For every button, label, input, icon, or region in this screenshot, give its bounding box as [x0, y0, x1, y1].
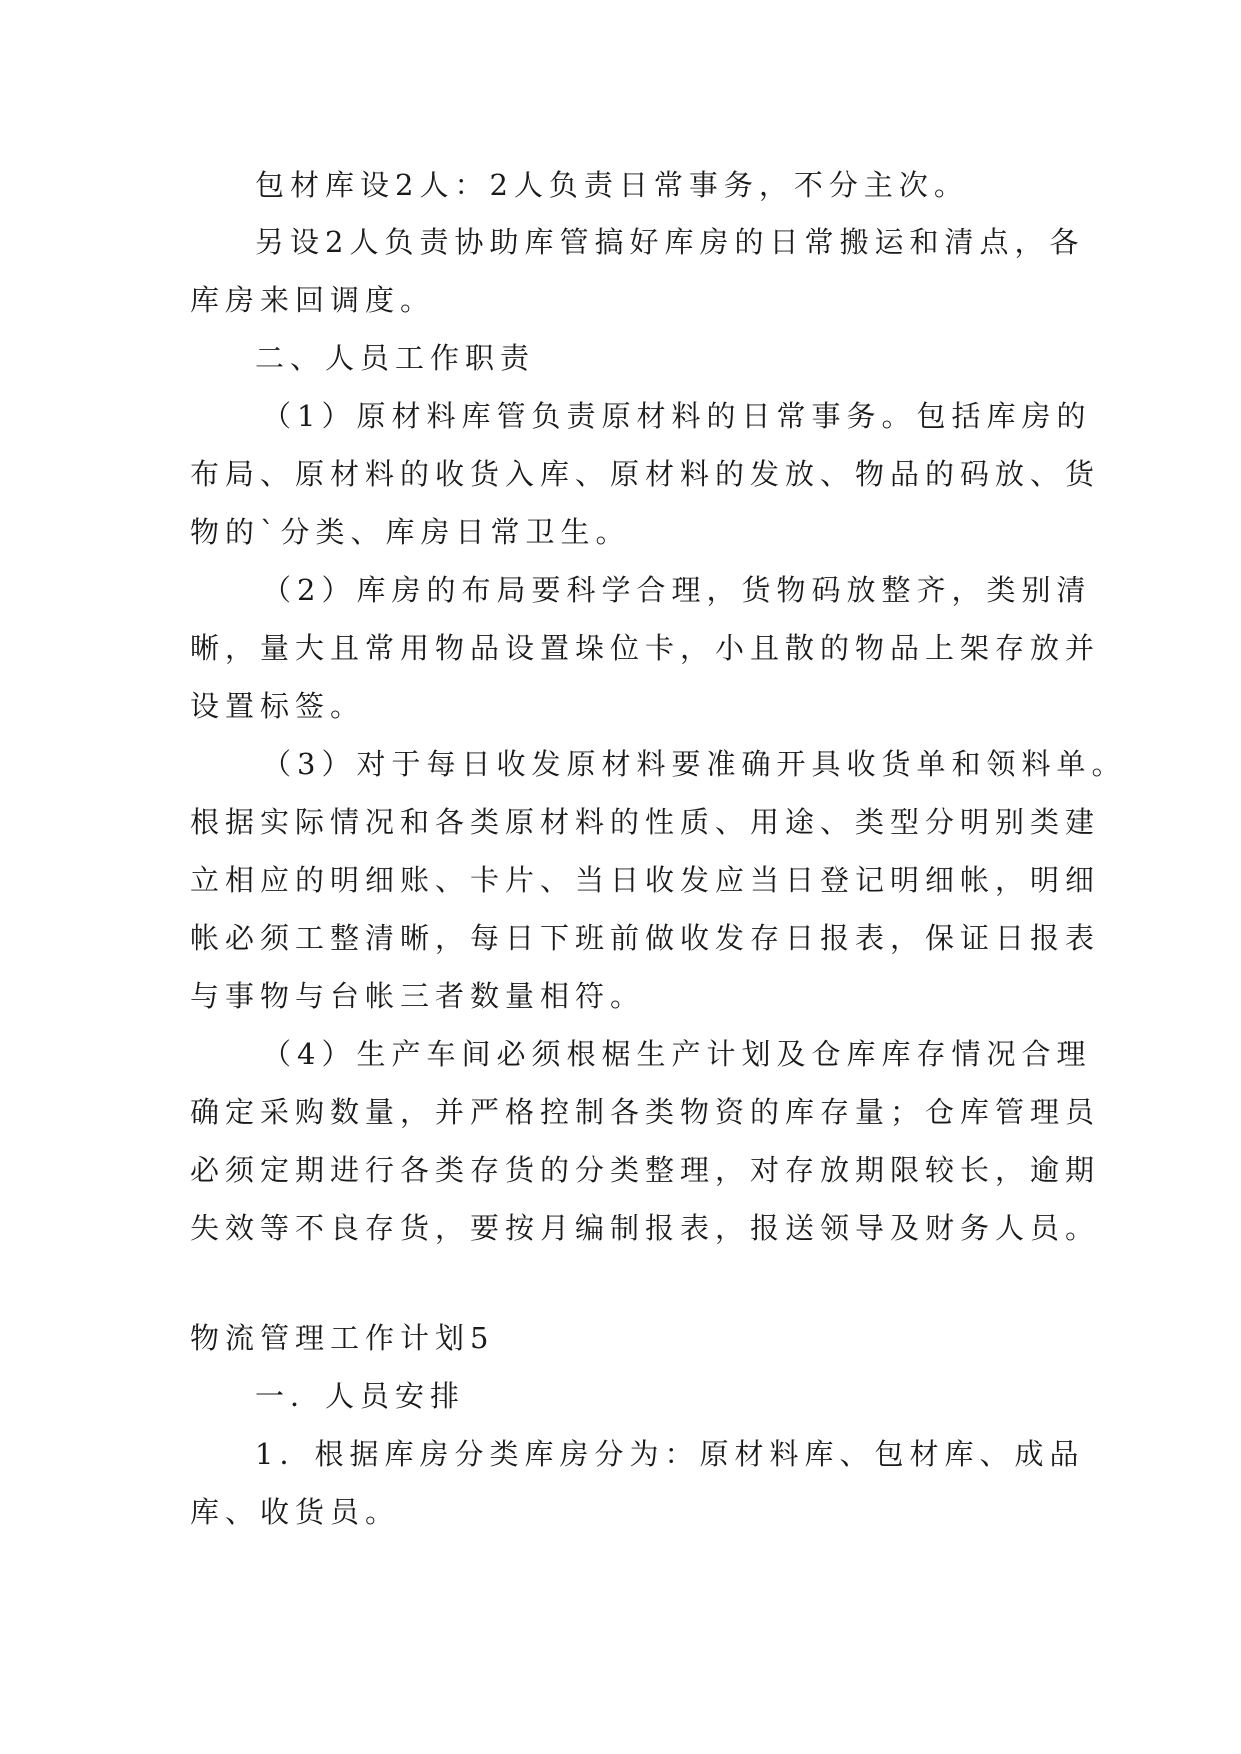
- paragraph-line: 帐必须工整清晰，每日下班前做收发存日报表，保证日报表: [190, 921, 1101, 955]
- paragraph-line: （2）库房的布局要科学合理，货物码放整齐，类别清: [262, 573, 1092, 607]
- paragraph-line: 库、收货员。: [190, 1495, 401, 1529]
- paragraph-line: 立相应的明细账、卡片、当日收发应当日登记明细帐，明细: [190, 863, 1101, 897]
- paragraph-line: 布局、原材料的收货入库、原材料的发放、物品的码放、货: [190, 457, 1101, 491]
- paragraph-line: 失效等不良存货，要按月编制报表，报送领导及财务人员。: [190, 1211, 1101, 1245]
- document-title: 物流管理工作计划5: [190, 1321, 495, 1355]
- paragraph-line: 与事物与台帐三者数量相符。: [190, 979, 646, 1013]
- paragraph-line: 1．根据库房分类库房分为：原材料库、包材库、成品: [255, 1437, 1085, 1471]
- section-heading: 二、人员工作职责: [255, 341, 536, 375]
- paragraph-line: （3）对于每日收发原材料要准确开具收货单和领料单。: [262, 747, 1127, 781]
- paragraph-line: 必须定期进行各类存货的分类整理，对存放期限较长，逾期: [190, 1153, 1101, 1187]
- section-heading: 一．人员安排: [255, 1379, 466, 1413]
- paragraph-line: 确定采购数量，并严格控制各类物资的库存量；仓库管理员: [190, 1095, 1101, 1129]
- paragraph-line: （4）生产车间必须根椐生产计划及仓库库存情况合理: [262, 1037, 1092, 1071]
- paragraph-line: 设置标签。: [190, 689, 366, 723]
- paragraph-line: 晰，量大且常用物品设置垛位卡，小且散的物品上架存放并: [190, 631, 1101, 665]
- paragraph-line: 另设2人负责协助库管搞好库房的日常搬运和清点，各: [255, 225, 1085, 259]
- paragraph-line: 库房来回调度。: [190, 283, 436, 317]
- paragraph-line: 包材库设2人：2人负责日常事务，不分主次。: [255, 168, 969, 202]
- paragraph-line: 根据实际情况和各类原材料的性质、用途、类型分明别类建: [190, 805, 1101, 839]
- paragraph-line: （1）原材料库管负责原材料的日常事务。包括库房的: [262, 399, 1092, 433]
- paragraph-line: 物的`分类、库房日常卫生。: [190, 515, 631, 549]
